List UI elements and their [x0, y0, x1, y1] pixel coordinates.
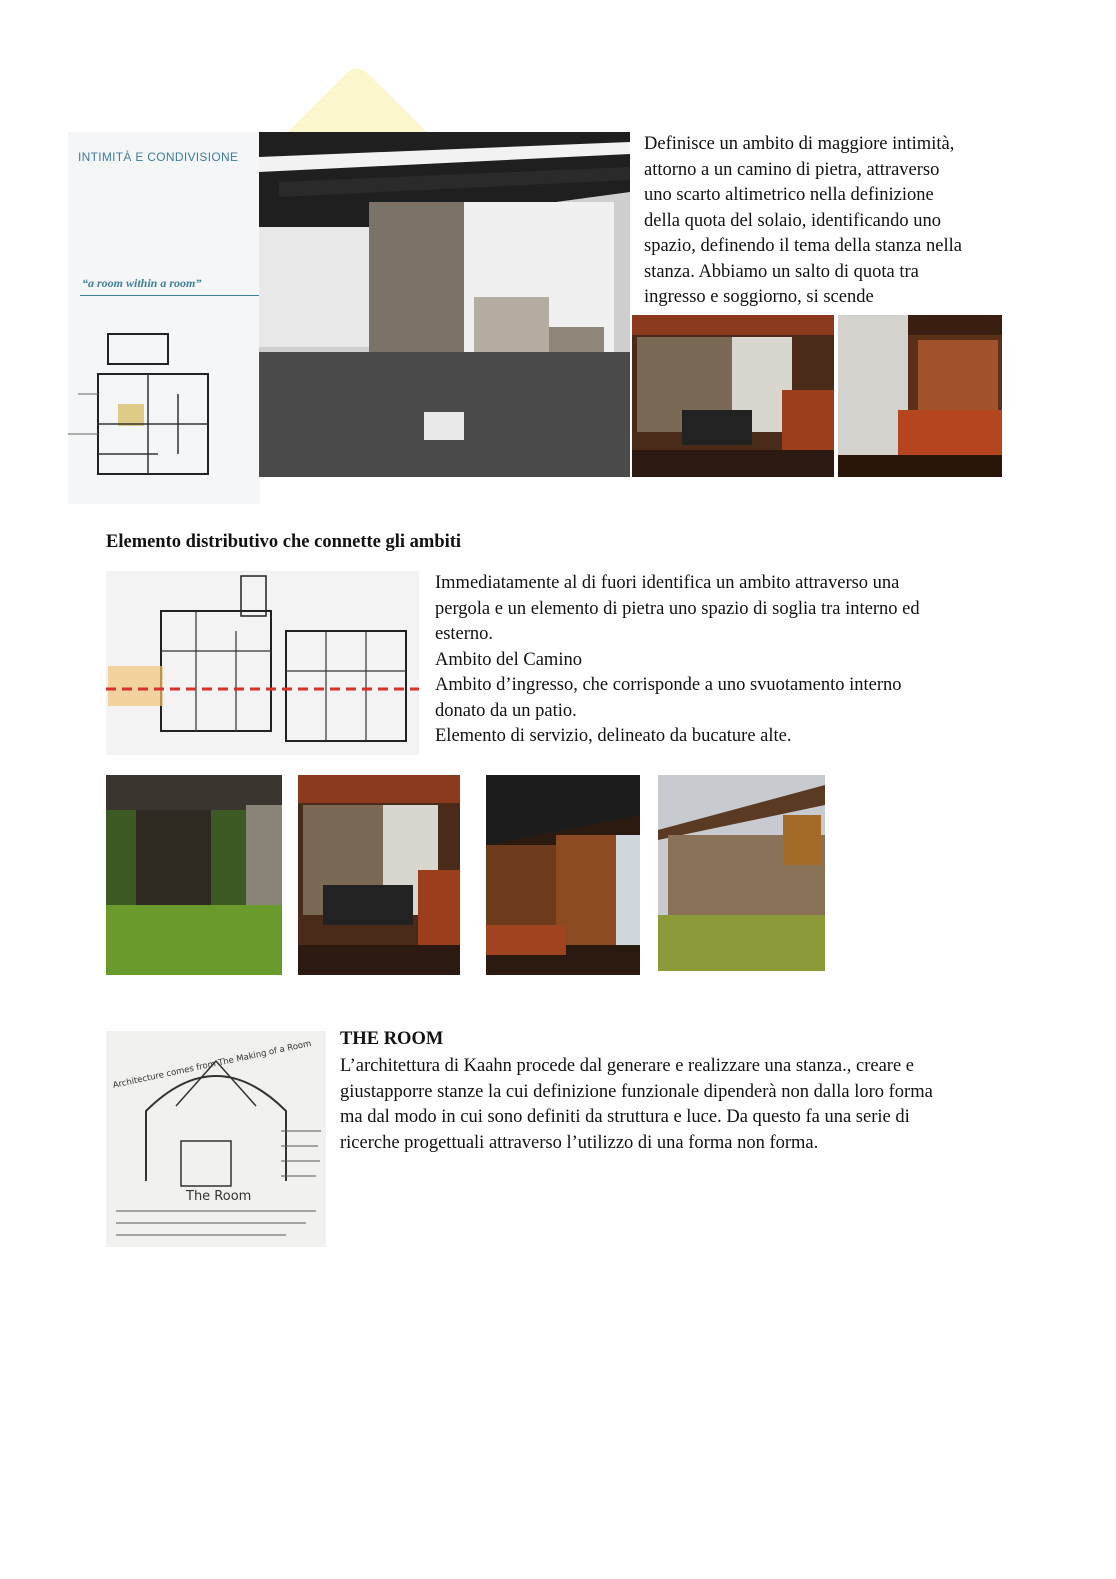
living-room-photo: [838, 315, 1002, 477]
section1-line: spazio, definendo il tema della stanza nella: [644, 236, 962, 256]
fireplace-photo: [632, 315, 834, 477]
section3-line: ma dal modo in cui sono definiti da struttura e luce. Da questo fa una serie di: [340, 1107, 910, 1127]
section1-text: [644, 132, 1024, 311]
pergola-photo: [106, 775, 282, 975]
section2-line: Ambito d’ingresso, che corrisponde a uno svuotamento interno: [435, 675, 902, 695]
section1-line: ingresso e soggiorno, si scende: [644, 287, 874, 307]
section3-title: THE ROOM: [340, 1029, 444, 1049]
section1-line: Definisce un ambito di maggiore intimità,: [644, 134, 955, 154]
section2-line: Immediatamente al di fuori identifica un ambito attraverso una: [435, 573, 900, 593]
section2-line: pergola e un elemento di pietra uno spazio di soglia tra interno ed: [435, 598, 920, 619]
section3-line: L’architettura di Kaahn procede dal generare e realizzare una stanza., creare e: [340, 1056, 914, 1076]
sketch-caption: The Room: [186, 1189, 252, 1204]
section2-line: donato da un patio.: [435, 700, 577, 721]
section2-heading: Elemento distributivo che connette gli ambiti: [106, 532, 462, 552]
diagram-panel: [68, 132, 260, 504]
room-sketch: [106, 1031, 326, 1247]
panel-quote: “a room within a room”: [82, 276, 202, 290]
section1-line: attorno a un camino di pietra, attraverso: [644, 159, 940, 180]
section3-line: giustapporre stanze la cui definizione funzionale dipenderà non dalla loro forma: [340, 1081, 933, 1102]
section2-line: esterno.: [435, 624, 494, 644]
site-plan: [106, 571, 419, 755]
section1-line: della quota del solaio, identificando uno: [644, 210, 941, 231]
quote-underline: [80, 295, 260, 296]
section1-line: uno scarto altimetrico nella definizione: [644, 185, 934, 205]
section3-line: ricerche progettuali attraverso l’utilizzo di una forma non forma.: [340, 1132, 819, 1153]
section2-text: [435, 571, 1035, 750]
section1-line: stanza. Abbiamo un salto di quota tra: [644, 261, 919, 282]
section3-text: [340, 1054, 1030, 1156]
sketch-heading: Architecture comes from The Making of a Room: [112, 1038, 313, 1091]
interior-photo-bw: [259, 132, 630, 477]
section2-line: Elemento di servizio, delineato da bucature alte.: [435, 726, 792, 746]
hearth-photo: [298, 775, 460, 975]
floor-plan-sketch: [68, 314, 258, 504]
wood-interior-photo: [486, 775, 640, 975]
exterior-stone-photo: [658, 775, 825, 971]
panel-label: INTIMITÀ E CONDIVISIONE: [78, 150, 239, 164]
section2-line: Ambito del Camino: [435, 649, 582, 670]
